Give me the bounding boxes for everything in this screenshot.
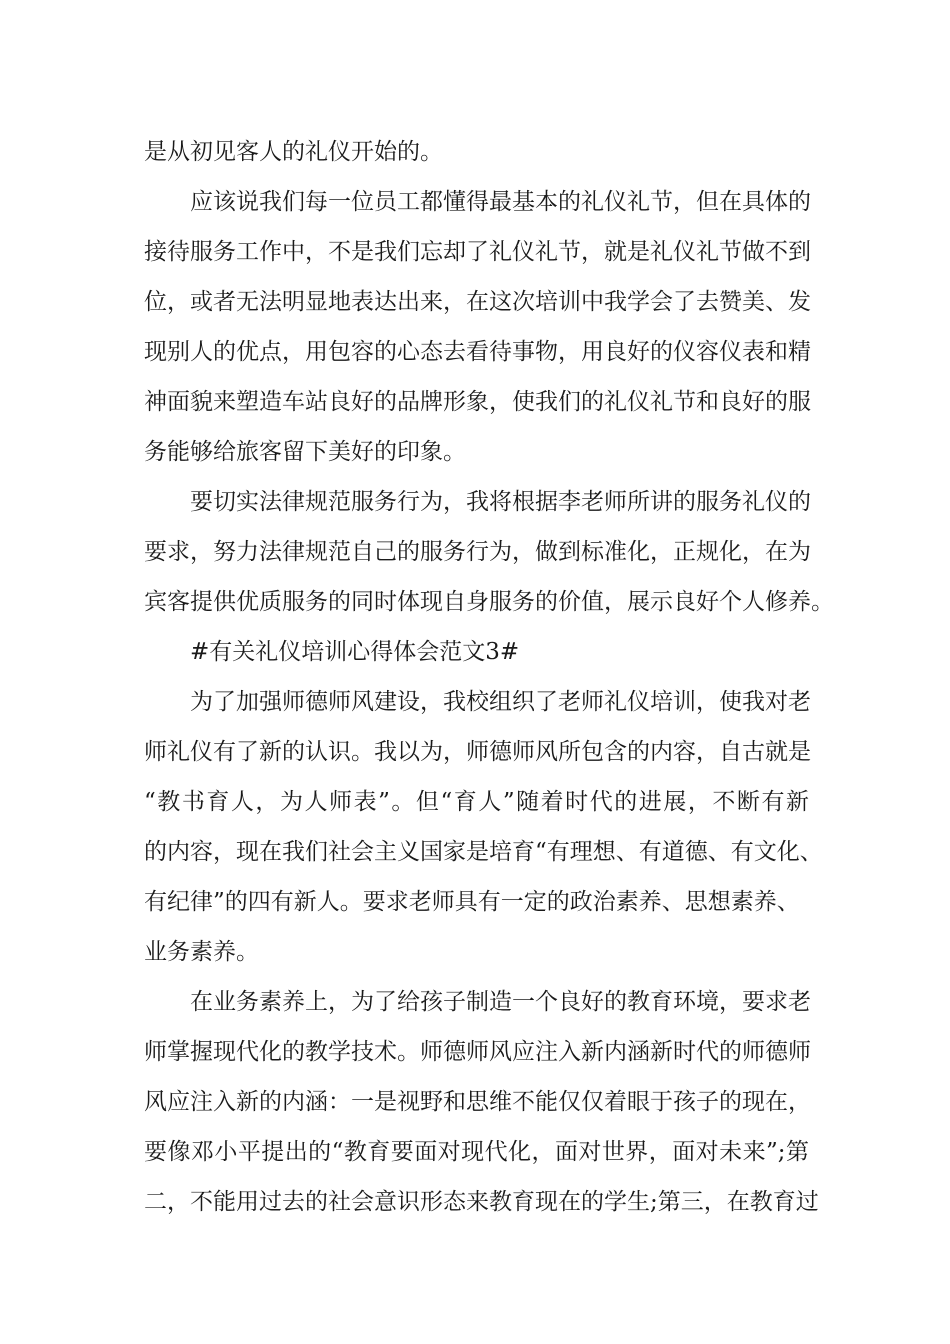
text-line: 现别人的优点，用包容的心态去看待事物，用良好的仪容仪表和精 xyxy=(144,339,811,365)
text-line: 应该说我们每一位员工都懂得最基本的礼仪礼节，但在具体的 xyxy=(190,189,811,215)
text-line: 师掌握现代化的教学技术。师德师风应注入新内涵新时代的师德师 xyxy=(144,1039,811,1065)
text-line: 位，或者无法明显地表达出来，在这次培训中我学会了去赞美、发 xyxy=(144,289,811,315)
text-line: 要求，努力法律规范自己的服务行为，做到标准化，正规化，在为 xyxy=(144,539,811,565)
text-line: 师礼仪有了新的认识。我以为，师德师风所包含的内容，自古就是 xyxy=(144,739,811,765)
text-line: #有关礼仪培训心得体会范文3# xyxy=(190,639,520,665)
text-line: 是从初见客人的礼仪开始的。 xyxy=(144,139,443,165)
text-line: 接待服务工作中，不是我们忘却了礼仪礼节，就是礼仪礼节做不到 xyxy=(144,239,811,265)
text-line: 宾客提供优质服务的同时体现自身服务的价值，展示良好个人修养。 xyxy=(144,589,834,615)
text-line: 业务素养。 xyxy=(144,939,259,965)
text-line: 务能够给旅客留下美好的印象。 xyxy=(144,439,466,465)
text-line: 有纪律”的四有新人。要求老师具有一定的政治素养、思想素养、 xyxy=(144,889,800,915)
text-line: 风应注入新的内涵：一是视野和思维不能仅仅着眼于孩子的现在， xyxy=(144,1089,811,1115)
text-line: “教书育人，为人师表”。但“育人”随着时代的进展，不断有新 xyxy=(144,789,809,815)
text-line: 神面貌来塑造车站良好的品牌形象，使我们的礼仪礼节和良好的服 xyxy=(144,389,811,415)
body-text xyxy=(144,127,834,1227)
text-line: 的内容，现在我们社会主义国家是培育“有理想、有道德、有文化、 xyxy=(144,839,823,865)
text-line: 要像邓小平提出的“教育要面对现代化，面对世界，面对未来”;第 xyxy=(144,1139,809,1165)
text-line: 在业务素养上，为了给孩子制造一个良好的教育环境，要求老 xyxy=(190,989,811,1015)
text-line: 要切实法律规范服务行为，我将根据李老师所讲的服务礼仪的 xyxy=(190,489,811,515)
text-line: 二，不能用过去的社会意识形态来教育现在的学生;第三，在教育过 xyxy=(144,1189,819,1215)
text-line: 为了加强师德师风建设，我校组织了老师礼仪培训，使我对老 xyxy=(190,689,811,715)
